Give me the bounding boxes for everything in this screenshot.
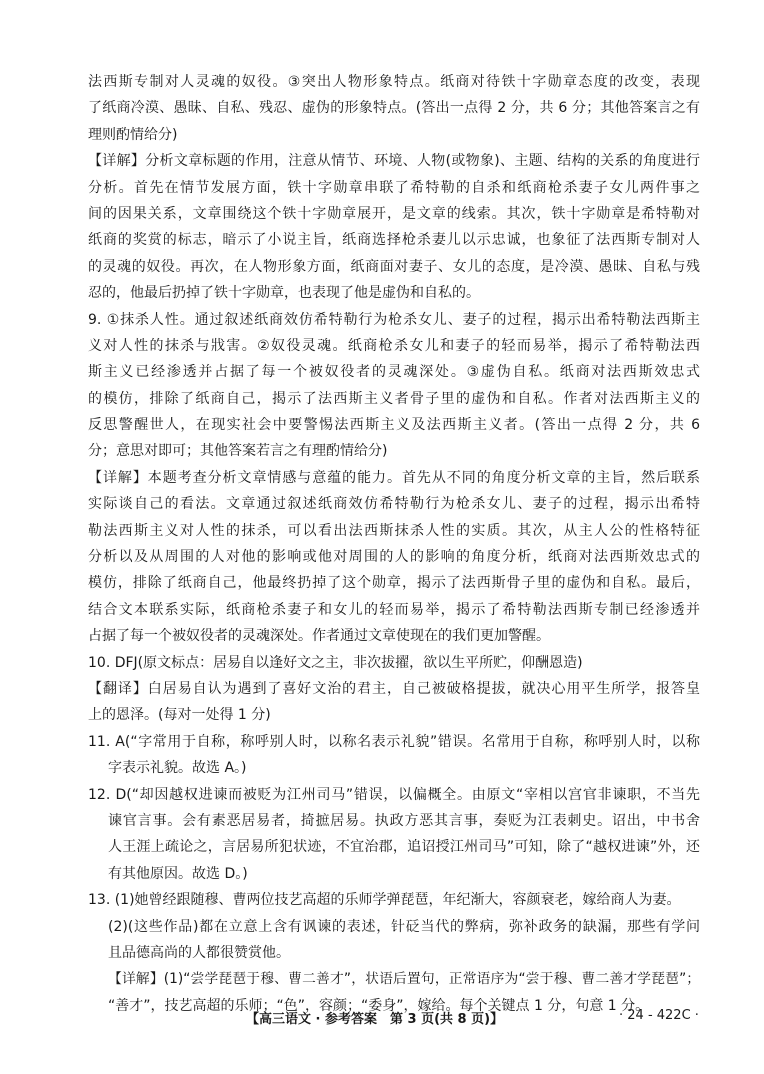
text-line: 【详解】本题考查分析文章情感与意蕴的能力。首先从不同的角度分析文章的主旨，然后联系 xyxy=(88,469,700,486)
text-line: 人王涯上疏论之，言居易所犯状迹，不宜治郡，追诏授江州司马”可知，除了“越权进谏”外，还 xyxy=(108,839,700,856)
text-line: 【详解】(1)“尝学琵琶于穆、曹二善才”，状语后置句，正常语序为“尝于穆、曹二善才学琵琶”； xyxy=(108,971,700,988)
text-line: 有其他原因。故选 D。) xyxy=(108,865,248,882)
text-line: 法西斯专制对人灵魂的奴役。③突出人物形象特点。纸商对待铁十字勋章态度的改变，表现 xyxy=(88,74,700,90)
text-line: 理则酌情给分) xyxy=(88,126,178,143)
text-line: 11. A(“字常用于自称，称呼别人时，以称名表示礼貌”错误。名常用于自称，称呼别人时，以称 xyxy=(88,733,700,750)
text-line: 字表示礼貌。故选 A。) xyxy=(108,760,247,777)
text-line: 纸商的奖赏的标志，暗示了小说主旨，纸商选择枪杀妻儿以示忠诚，也象征了法西斯专制对人 xyxy=(88,232,700,249)
text-line: 的灵魂的奴役。再次，在人物形象方面，纸商面对妻子、女儿的态度，是冷漠、愚昧、自私与残 xyxy=(88,258,700,275)
text-line: 间的因果关系，文章围绕这个铁十字勋章展开，是文章的线索。其次，铁十字勋章是希特勒对 xyxy=(88,205,700,222)
text-line: 分析。首先在情节发展方面，铁十字勋章串联了希特勒的自杀和纸商枪杀妻子女儿两件事之 xyxy=(88,179,700,196)
text-line: 9. ①抹杀人性。通过叙述纸商效仿希特勒行为枪杀女儿、妻子的过程，揭示出希特勒法西斯主 xyxy=(88,311,700,328)
text-line: 谏官言事。会有素恶居易者，掎摭居易。执政方恶其言事，奏贬为江表刺史。诏出，中书舍 xyxy=(108,812,700,829)
text-line: “善才”，技艺高超的乐师；“色”，容颜；“委身”，嫁给。每个关键点 1 分，句意 1 分。 xyxy=(108,997,650,1014)
text-line: 实际谈自己的看法。文章通过叙述纸商效仿希特勒行为枪杀女儿、妻子的过程，揭示出希特 xyxy=(88,496,700,513)
text-line: 12. D(“却因越权进谏而被贬为江州司马”错误，以偏概全。由原文“宰相以宫官非谏职，不当先 xyxy=(88,786,700,803)
text-line: 反思警醒世人，在现实社会中要警惕法西斯主义及法西斯主义者。(答出一点得 2 分，共 6 xyxy=(88,417,700,434)
page-footer xyxy=(0,1008,764,1032)
text-line: 了纸商冷漠、愚昧、自私、残忍、虚伪的形象特点。(答出一点得 2 分，共 6 分；其他答案言之有 xyxy=(88,100,700,117)
text-line: 模仿，排除了纸商自己，他最终扔掉了这个勋章，揭示了法西斯骨子里的虚伪和自私。最后， xyxy=(88,575,700,592)
text-line: 【翻译】白居易自认为遇到了喜好文治的君主，自己被破格提拔，就决心用平生所学，报答皇 xyxy=(88,680,700,697)
text-line: 忍的，他最后扔掉了铁十字勋章，也表现了他是虚伪和自私的。 xyxy=(88,285,480,302)
text-line: 勒法西斯主义对人性的抹杀，可以看出法西斯抹杀人性的实质。其次，从主人公的性格特征 xyxy=(88,522,700,539)
text-line: 且品德高尚的人都很赞赏他。 xyxy=(108,944,290,961)
text-line: 13. (1)她曾经跟随穆、曹两位技艺高超的乐师学弹琵琶，年纪渐大，容颜衰老，嫁给商人为妻。 xyxy=(88,892,681,909)
text-line: 10. DFJ(原文标点：居易自以逢好文之主，非次拔擢，欲以生平所贮，仰酬恩造) xyxy=(88,654,583,671)
text-line: 斯主义已经渗透并占据了每一个被奴役者的灵魂深处。③虚伪自私。纸商对法西斯效忠式 xyxy=(88,364,700,381)
answer-text-body xyxy=(88,69,700,1019)
text-line: 义对人性的抹杀与戕害。②奴役灵魂。纸商枪杀女儿和妻子的轻而易举，揭示了希特勒法西 xyxy=(88,337,700,354)
text-line: 上的恩泽。(每对一处得 1 分) xyxy=(88,707,271,724)
text-line: 的模仿，排除了纸商自己，揭示了法西斯主义者骨子里的虚伪和自私。作者对法西斯主义的 xyxy=(88,390,700,407)
text-line: 占据了每一个被奴役者的灵魂深处。作者通过文章使现在的我们更加警醒。 xyxy=(88,628,550,645)
text-line: 分析以及从周围的人对他的影响或他对周围的人的影响的角度分析，纸商对法西斯效忠式的 xyxy=(88,549,700,566)
text-line: 结合文本联系实际，纸商枪杀妻子和女儿的轻而易举，揭示了希特勒法西斯专制已经渗透并 xyxy=(88,601,700,618)
footer-exam-code: · 24 - 422C · xyxy=(619,1008,699,1023)
footer-page-info: 【高三语文 · 参考答案 第 3 页(共 8 页)】 xyxy=(246,1012,504,1027)
text-line: 分；意思对即可；其他答案若言之有理酌情给分) xyxy=(88,443,388,460)
text-line: (2)(这些作品)都在立意上含有讽谏的表述，针砭当代的弊病，弥补政务的缺漏，那些有学问 xyxy=(108,918,700,935)
text-line: 【详解】分析文章标题的作用，注意从情节、环境、人物(或物象)、主题、结构的关系的角度进行 xyxy=(88,153,700,170)
